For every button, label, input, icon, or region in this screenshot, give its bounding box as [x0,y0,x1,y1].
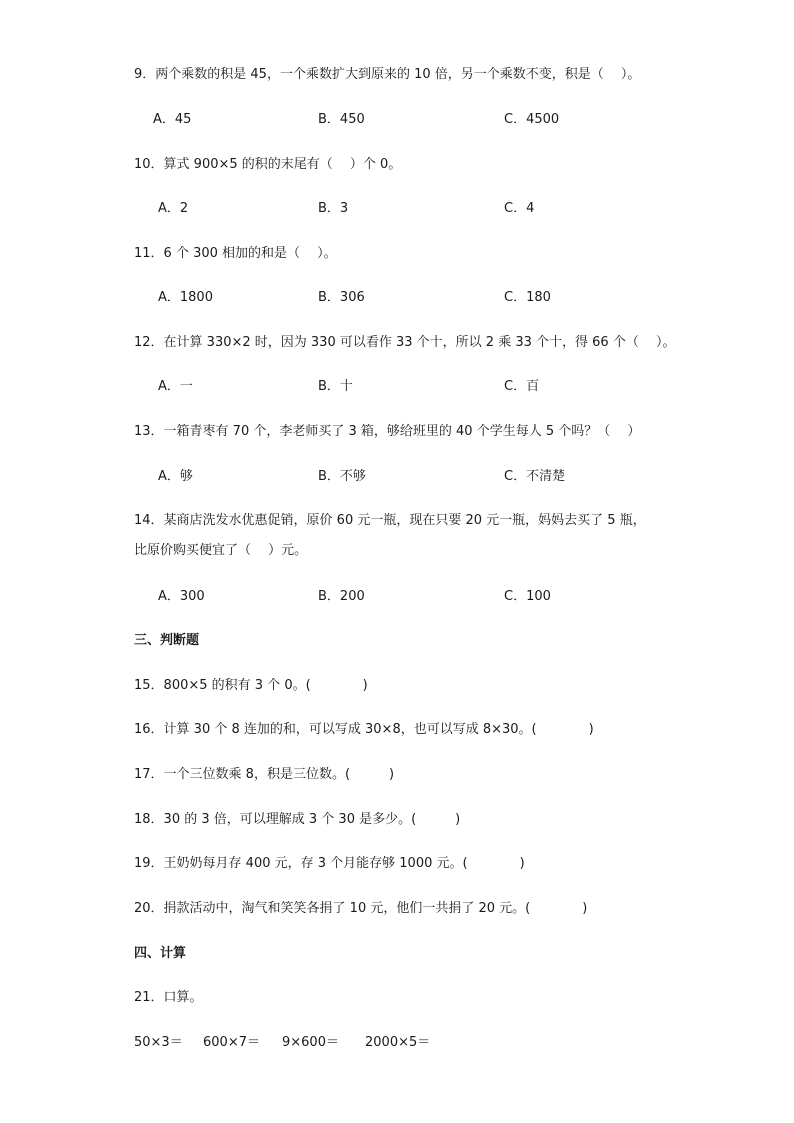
question-10: 10．算式 900×5 的积的末尾有（ ）个 0。 [134,157,402,172]
q11-option-a: A．1800 [158,290,213,305]
q10-option-a: A．2 [158,201,189,216]
calc-item-2: 600×7＝ [203,1035,260,1050]
calc-item-1: 50×3＝ [134,1035,183,1050]
q9-option-c: C．4500 [504,112,560,127]
q13-option-a: A．够 [158,469,193,484]
q10-option-c: C．4 [504,201,535,216]
calc-item-4: 2000×5＝ [365,1035,431,1050]
section-heading-judgement: 三、判断题 [134,633,200,648]
q9-option-a: A．45 [153,112,192,127]
question-21: 21．口算。 [134,990,203,1005]
question-11: 11．6 个 300 相加的和是（ ）。 [134,246,337,261]
question-16: 16．计算 30 个 8 连加的和，可以写成 30×8，也可以写成 8×30。( ) [134,722,594,737]
question-18: 18．30 的 3 倍，可以理解成 3 个 30 是多少。( ) [134,812,461,827]
q13-option-b: B．不够 [318,469,366,484]
q12-option-b: B．十 [318,379,353,394]
question-13: 13．一箱青枣有 70 个，李老师买了 3 箱，够给班里的 40 个学生每人 5 个吗？（ ） [134,424,641,439]
q14-option-b: B．200 [318,589,365,604]
q12-option-c: C．百 [504,379,540,394]
question-20: 20．捐款活动中，淘气和笑笑各捐了 10 元，他们一共捐了 20 元。( ) [134,901,588,916]
calc-item-3: 9×600＝ [282,1035,339,1050]
q14-option-a: A．300 [158,589,205,604]
question-14-line-1: 14．某商店洗发水优惠促销，原价 60 元一瓶，现在只要 20 元一瓶，妈妈去买了 5 瓶， [134,513,646,528]
section-heading-calculation: 四、计算 [134,946,187,961]
q13-option-c: C．不清楚 [504,469,566,484]
question-19: 19．王奶奶每月存 400 元，存 3 个月能存够 1000 元。( ) [134,856,525,871]
q9-option-b: B．450 [318,112,365,127]
q10-option-b: B．3 [318,201,349,216]
q12-option-a: A．一 [158,379,193,394]
q14-option-c: C．100 [504,589,551,604]
question-9: 9．两个乘数的积是 45，一个乘数扩大到原来的 10 倍，另一个乘数不变，积是（ ）。 [134,67,641,82]
q11-option-b: B．306 [318,290,365,305]
q11-option-c: C．180 [504,290,551,305]
question-14-line-2: 比原价购买便宜了（ ）元。 [134,543,308,558]
question-17: 17．一个三位数乘 8，积是三位数。( ) [134,767,395,782]
question-15: 15．800×5 的积有 3 个 0。( ) [134,678,368,693]
question-12: 12．在计算 330×2 时，因为 330 可以看作 33 个十，所以 2 乘 33 个十，得 66 个（ ）。 [134,335,676,350]
